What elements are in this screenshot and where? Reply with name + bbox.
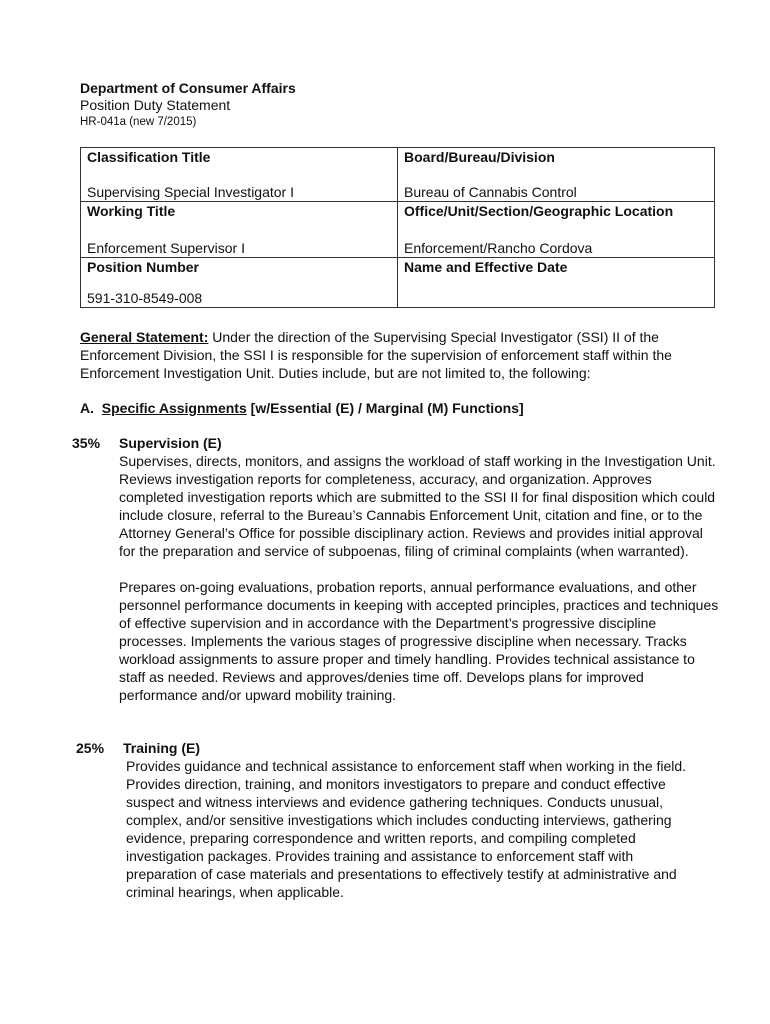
department-name: Department of Consumer Affairs [80,80,296,96]
working-title-value: Enforcement Supervisor I [87,240,245,256]
working-title-label: Working Title [87,203,176,219]
assignment-item [72,434,722,704]
assignment-paragraph: Provides guidance and technical assistance to enforcement staff when working in the field. Provides direction, training, and monitors investigators to prepare and conduct effective suspect and witness interviews and evidence gathering techniques. Conducts unusual, complex, and/or sensitive investigations which includes conducting interviews, gathering evidence, preparing correspondence and written reports, and compiling completed investigation packages. Provides training and assistance to enforcement staff with preparation of case materials and presentations to effectively testify at administrative and criminal hearings, when applicable. [126,758,687,900]
assignment-paragraph: Supervises, directs, monitors, and assigns the workload of staff working in the Investigation Unit. Reviews investigation reports for completeness, accuracy, and organization. Approves completed investigation reports which are submitted to the SSI II for final disposition which could include closure, referral to the Bureau’s Cannabis Enforcement Unit, citation and fine, or to the Attorney General’s Office for possible disciplinary action. Reviews and provides initial approval for the preparation and service of subpoenas, filing of criminal complaints (when warranted). [119,453,716,559]
form-code: HR-041a (new 7/2015) [80,116,197,128]
office-cell [398,202,715,258]
board-value: Bureau of Cannabis Control [404,184,577,200]
office-value: Enforcement/Rancho Cordova [404,240,593,256]
position-number-label: Position Number [87,259,200,275]
classification-title-value: Supervising Special Investigator I [87,184,294,200]
document-title: Position Duty Statement [80,97,231,113]
general-statement-text: Under the direction of the Supervising Special Investigator (SSI) II of the Enforcement Division, the SSI I is responsible for the supervision of enforcement staff within the Enforcement Investigation Unit. Duties include, but are not limited to, the following: [80,329,672,381]
board-label: Board/Bureau/Division [404,149,555,165]
office-label: Office/Unit/Section/Geographic Location [404,203,674,219]
assignment-percent: 35% [72,435,101,451]
general-statement [80,328,720,382]
position-number-cell [81,258,398,308]
general-statement-title: General Statement: [80,329,209,345]
assignment-heading: Supervision (E) [119,435,222,451]
classification-title-cell [81,148,398,202]
section-a-heading [80,399,524,417]
assignment-heading: Training (E) [123,740,200,756]
section-a-title: Specific Assignments [101,400,247,416]
assignment-body [126,757,706,901]
working-title-cell [81,202,398,258]
document-header [80,80,296,130]
assignment-paragraph: Prepares on-going evaluations, probation reports, annual performance evaluations, and other personnel performance documents in keeping with accepted principles, practices and techniques of effective supervision and in accordance with the Department’s progressive discipline processes. Implements the various stages of progressive discipline when necessary. Tracks workload assignments to assure proper and timely handling. Provides technical assistance to staff as needed. Reviews and approves/denies time off. Develops plans for improved performance and/or upward mobility training. [119,579,719,703]
position-number-value: 591-310-8549-008 [87,290,203,306]
assignment-item [76,739,726,901]
section-a-prefix: A. [80,400,102,416]
classification-title-label: Classification Title [87,149,211,165]
assignment-body [119,452,719,704]
board-cell [398,148,715,202]
assignment-percent: 25% [76,740,105,756]
name-date-cell [398,258,715,308]
section-a-suffix: [w/Essential (E) / Marginal (M) Functions] [246,400,524,416]
position-info-table [80,147,715,308]
name-date-label: Name and Effective Date [404,259,568,275]
